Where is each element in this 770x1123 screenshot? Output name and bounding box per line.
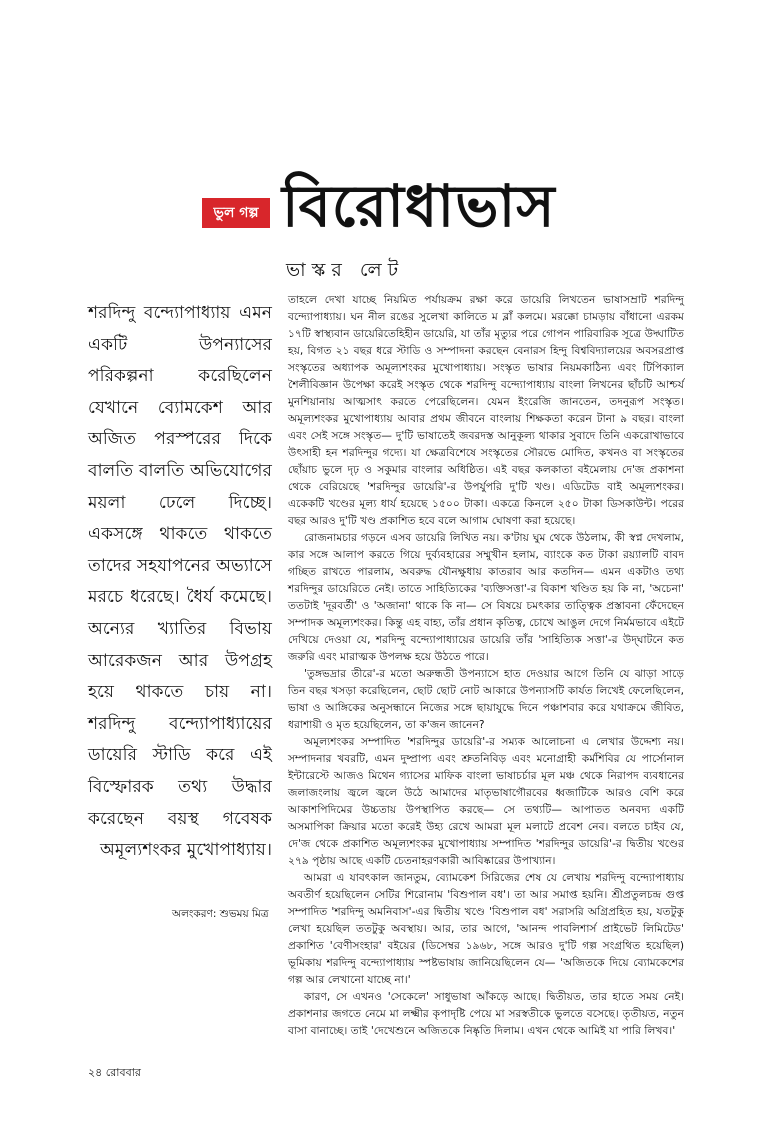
page-footer: ২৪ রোববার	[88, 1066, 141, 1079]
body-paragraph: 'তুঙ্গভদ্রার তীরে'-র মতো অরুন্ধতী উপন্যাসে হাত দেওয়ার আগে তিনি যে ঝাড়া সাড়ে তিন বছর খসড়া করেছিলেন, ছোট ছোট নোট আকারে উপন্যাসটি কার্যত লিখেই ফেলেছিলেন, ভাষা ও আঙ্গিকের অনুসন্ধানে নিজের সঙ্গে ছায়াযুদ্ধে দিনে পঞ্চাশবার করে যথাক্রমে জীবিত, ধরাশায়ী ও মৃত হয়েছিলেন, তা ক'জন জানেন?	[288, 667, 684, 731]
body-paragraph: অমূল্যশংকর সম্পাদিত 'শরদিন্দুর ডায়েরি'-র সম্যক আলোচনা এ লেখার উদ্দেশ্য নয়। সম্পাদনার খবরটি, এমন দুষ্প্রাপ্য এবং শ্রুতনিবিড় এবং মনোগ্রাহী কর্মশিবির যে পার্সোনাল ইন্টারেস্টে আজও মিথেন গ্যাসের মাফিক বাংলা ভাষাচর্চার মূল মঞ্চ থেকে নিরাপদ ব্যবধানের জলাজংলায় জ্বলে জ্বলে উঠে আমাদের মাতৃভাষাগৌরবের ধ্বজাটিকে আরও বেশি করে আকাশপিদিমের উচ্চতায় উপস্থাপিত করছে— সে তথ্যটি— আপাতত অনবদ্য একটি অসমাপিকা ক্রিয়ার মতো করেই উহ্য রেখে আমরা মূল মলাটে প্রবেশ নেব। বলতে চাইব যে, দে'জ থেকে প্রকাশিত অমূল্যশংকর মুখোপাধ্যায় সম্পাদিত 'শরদিন্দুর ডায়েরি'-র দ্বিতীয় খণ্ডের ২৭৯ পৃষ্ঠায় আছে একটি চেতনাহরণকারী আবিষ্কারের উপাখ্যান।	[288, 735, 684, 867]
body-paragraph: কারণ, সে এখনও 'সেকেলে' সাধুভাষা আঁকড়ে আছে। দ্বিতীয়ত, তার হাতে সময় নেই। প্রকাশনার জগতে নেমে মা লক্ষ্মীর কৃপাদৃষ্টি পেয়ে মা সরস্বতীকে ভুলতে বসেছে। তৃতীয়ত, নতুন বাসা বানাচ্ছে। তাই 'দেখেশুনে অজিতকে নিষ্কৃতি দিলাম। এখন থেকে আমিই যা পারি লিখব।'	[288, 990, 684, 1037]
body-paragraph: রোজনামচার গড়নে এসব ডায়েরি লিখিত নয়। ক'টায় ঘুম থেকে উঠলাম, কী স্বপ্ন দেখলাম, কার সঙ্গে আলাপ করতে গিয়ে দুর্ব্যবহারের সম্মুখীন হলাম, ব্যাংকে কত টাকা রয়্যালটি বাবদ গচ্ছিত রাখতে পারলাম, অবরুদ্ধ যৌনক্ষুধায় কাতরাব আর কতদিন— এমন একটাও তথ্য শরদিন্দুর ডায়েরিতে নেই। তাতে সাহিত্যিকের 'ব্যক্তিসত্তা'-র বিকাশ খণ্ডিত হয় কি না, 'অচেনা' ততটাই 'দূরবর্তী' ও 'অজানা' থাকে কি না— সে বিষয়ে চমৎকার তাত্ত্বিক প্রস্তাবনা ফেঁদেছেন সম্পাদক অমূল্যশংকর। কিন্তু এহ বাহ্য, তাঁর প্রধান কৃতিত্ব, চোখে আঙুল দেগে নির্মমভাবে এইটে দেখিয়ে দেওয়া যে, শরদিন্দু বন্দ্যোপাধ্যায়ের ডায়েরি তাঁর 'সাহিত্যিক সত্তা'-র উদ্‌ঘাটনে কত জরুরি এবং মারাত্মক উপলক্ষ হয়ে উঠতে পারে।	[288, 531, 685, 663]
author-byline: ভাস্কর লেট	[286, 259, 405, 281]
section-tag: ভুল গল্প	[202, 198, 270, 228]
body-paragraph: তাহলে দেখা যাচ্ছে নিয়মিত পর্যায়ক্রম রক্ষা করে ডায়েরি লিখতেন ভাষাসম্রাট শরদিন্দু বন্দ্যোপাধ্যায়। ঘন নীল রঙের সুলেখা কালিতে ম ব্লাঁ কলমে। মরক্কো চামড়ায় বাঁধানো এরকম ১৭টি স্বাস্থ্যবান ডায়েরিতেহিহীন ডায়েরি, যা তাঁর মৃত্যুর পরে গোপন পারিবারিক সূত্রে উদ্ঘাটিত হয়, বিগত ২১ বছর ধরে স্টাডি ও সম্পাদনা করছেন বেনারস হিন্দু বিশ্ববিদ্যালয়ের অবসরপ্রাপ্ত সংস্কৃতের অধ্যাপক অমূল্যশংকর মুখোপাধ্যায়। সংস্কৃত ভাষার নিয়মকাঠিন্য এবং টিপিক্যাল শৈলীবিজ্ঞান উপেক্ষা করেই সংস্কৃত থেকে শরদিন্দু বন্দ্যোপাধ্যায় বাংলা লিখনের ছাঁচটি আশ্চর্য মুনশিয়ানায় আত্মসাৎ করতে পেরেছিলেন। যেমন ইংরেজি জানতেন, তদনুরূপ সংস্কৃত। অমূল্যশংকর মুখোপাধ্যায় আবার প্রথম জীবনে বাংলায় শিক্ষকতা করেন টানা ৯ বছর। বাংলা এবং সেই সঙ্গে সংস্কৃত— দু'টি ভাষাতেই জবরদস্ত আনুকূল্য থাকার সুবাদে তিনি একরোখাভাবে উৎসাহী হন শরদিন্দুর গদ্যে। যা ক্ষেত্রবিশেষে সংস্কৃতের সৌরভে মোদিত, কখনও বা সংস্কৃতের ছোঁয়াচ ভুলে দৃঢ় ও সকুমার বাংলার অধিষ্ঠিত। এই বছর কলকাতা বইমেলায় দে'জ প্রকাশনা থেকে বেরিয়েছে 'শরদিন্দুর ডায়েরি'-র উপর্যুপরি দু'টি খণ্ড। এডিটেড বাই অমূল্যশংকর। একেকটি খণ্ডের মূল্য ধার্য হয়েছে ১৫০০ টাকা। একত্রে কিনলে ২৫০ টাকা ডিসকাউন্ট। পরের বছর আরও দু'টি খণ্ড প্রকাশিত হবে বলে আগাম ঘোষণা করা হয়েছে।	[288, 293, 684, 527]
pull-quote	[88, 298, 272, 867]
illustration-credit: অলংকরণ: শুভময় মিত্র	[172, 908, 269, 920]
pull-quote-text: শরদিন্দু বন্দ্যোপাধ্যায় এমন একটি উপন্যাসের পরিকল্পনা করেছিলেন যেখানে ব্যোমকেশ আর অজিত পরস্পরের দিকে বালতি বালতি অভিযোগের ময়লা ঢেলে দিচ্ছে। একসঙ্গে থাকতে থাকতে তাদের সহযাপনের অভ্যাসে মরচে ধরেছে। ধৈর্য কমেছে। অন্যের খ্যাতির বিভায় আরেকজন আর উপগ্রহ হয়ে থাকতে চায় না। শরদিন্দু বন্দ্যোপাধ্যায়ের ডায়েরি স্টাডি করে এই বিস্ফোরক তথ্য উদ্ধার করেছেন বয়স্থ গবেষক অমূল্যশংকর মুখোপাধ্যায়।	[88, 303, 272, 861]
article-title: বিরোধাভাস	[282, 172, 556, 240]
article-body	[288, 291, 684, 1039]
body-paragraph: আমরা এ যাবৎকাল জানতুম, ব্যোমকেশ সিরিজের শেষ যে লেখায় শরদিন্দু বন্দ্যোপাধ্যায় অবতীর্ণ হয়েছিলেন সেটির শিরোনাম 'বিশুপাল বধ'। তা আর সমাপ্ত হয়নি। শ্রীপ্রতুলচন্দ্র গুপ্ত সম্পাদিত 'শরদিন্দু অমনিবাস'-এর দ্বিতীয় খণ্ডে 'বিশুপাল বধ' সরাসরি অগ্রিপ্রহিত হয়, যতটুকু লেখা হয়েছিল ততটুকু অবস্থায়। আর, তার আগে, 'আনন্দ পাবলিশার্স প্রাইভেট লিমিটেড' প্রকাশিত 'বেণীসংহার' বইয়ের (ডিসেম্বর ১৯৬৮, সঙ্গে আরও দু'টি গল্প সংগ্রথিত হয়েছিল) ভূমিকায় শরদিন্দু বন্দ্যোপাধ্যায় স্পষ্টভাষায় জানিয়েছিলেন যে— 'অজিতকে দিয়ে ব্যোমকেশের গল্প আর লেখানো যাচ্ছে না।'	[288, 871, 684, 986]
